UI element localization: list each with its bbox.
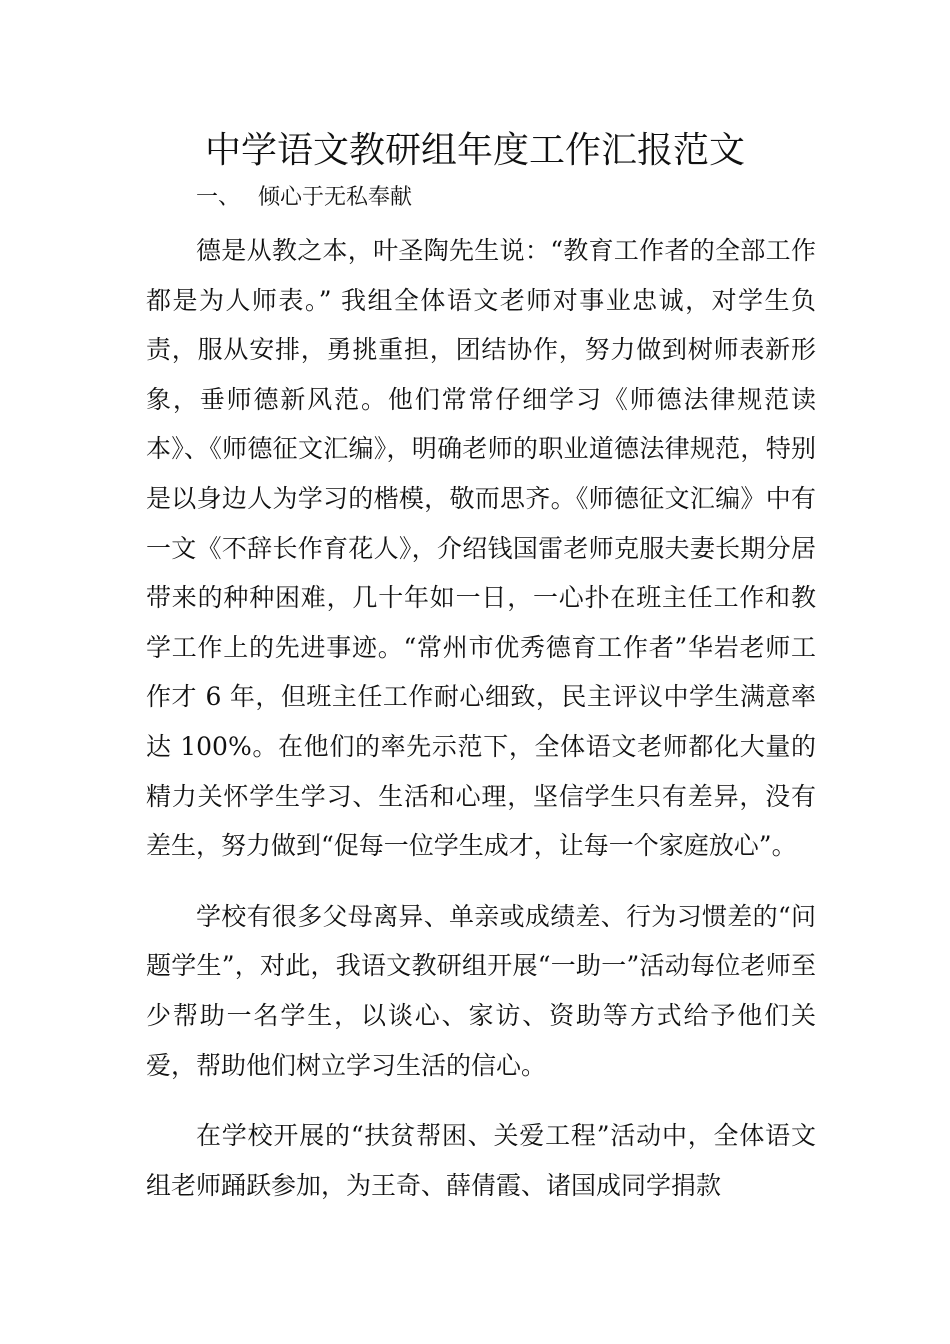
- section-number: 一、: [196, 185, 241, 210]
- section-heading-text: 倾心于无私奉献: [258, 185, 413, 210]
- paragraph-teacher-ethics: 德是从教之本，叶圣陶先生说：“教育工作者的全部工作都是为人师表。” 我组全体语文老师对事业忠诚，对学生负责，服从安排，勇挑重担，团结协作，努力做到树师表新形象，垂师德新风范。他们常常仔细学习《师德法律规范读本》、《师德征文汇编》，明确老师的职业道德法律规范，特别是以身边人为学习的楷模，敬而思齐。《师德征文汇编》中有一文《不辞长作育花人》，介绍钱国雷老师克服夫妻长期分居带来的种种困难，几十年如一日，一心扑在班主任工作和教学工作上的先进事迹。“常州市优秀德育工作者”华岩老师工作才 6 年，但班主任工作耐心细致，民主评议中学生满意率达 100%。在他们的率先示范下，全体语文老师都化大量的精力关怀学生学习、生活和心理，坚信学生只有差异，没有差生，努力做到“促每一位学生成才，让每一个家庭放心”。: [146, 236, 816, 861]
- document-title: 中学语文教研组年度工作汇报范文: [204, 130, 745, 171]
- paragraph-poverty-relief: 在学校开展的“扶贫帮困、关爱工程”活动中，全体语文组老师踊跃参加，为王奇、薛倩霞、诸国成同学捐款: [146, 1121, 816, 1200]
- section-heading: [196, 180, 412, 216]
- document-body: [146, 226, 816, 1210]
- paragraph-problem-students: 学校有很多父母离异、单亲或成绩差、行为习惯差的“问题学生”，对此，我语文教研组开展“一助一”活动每位老师至少帮助一名学生，以谈心、家访、资助等方式给予他们关爱，帮助他们树立学习生活的信心。: [146, 901, 816, 1080]
